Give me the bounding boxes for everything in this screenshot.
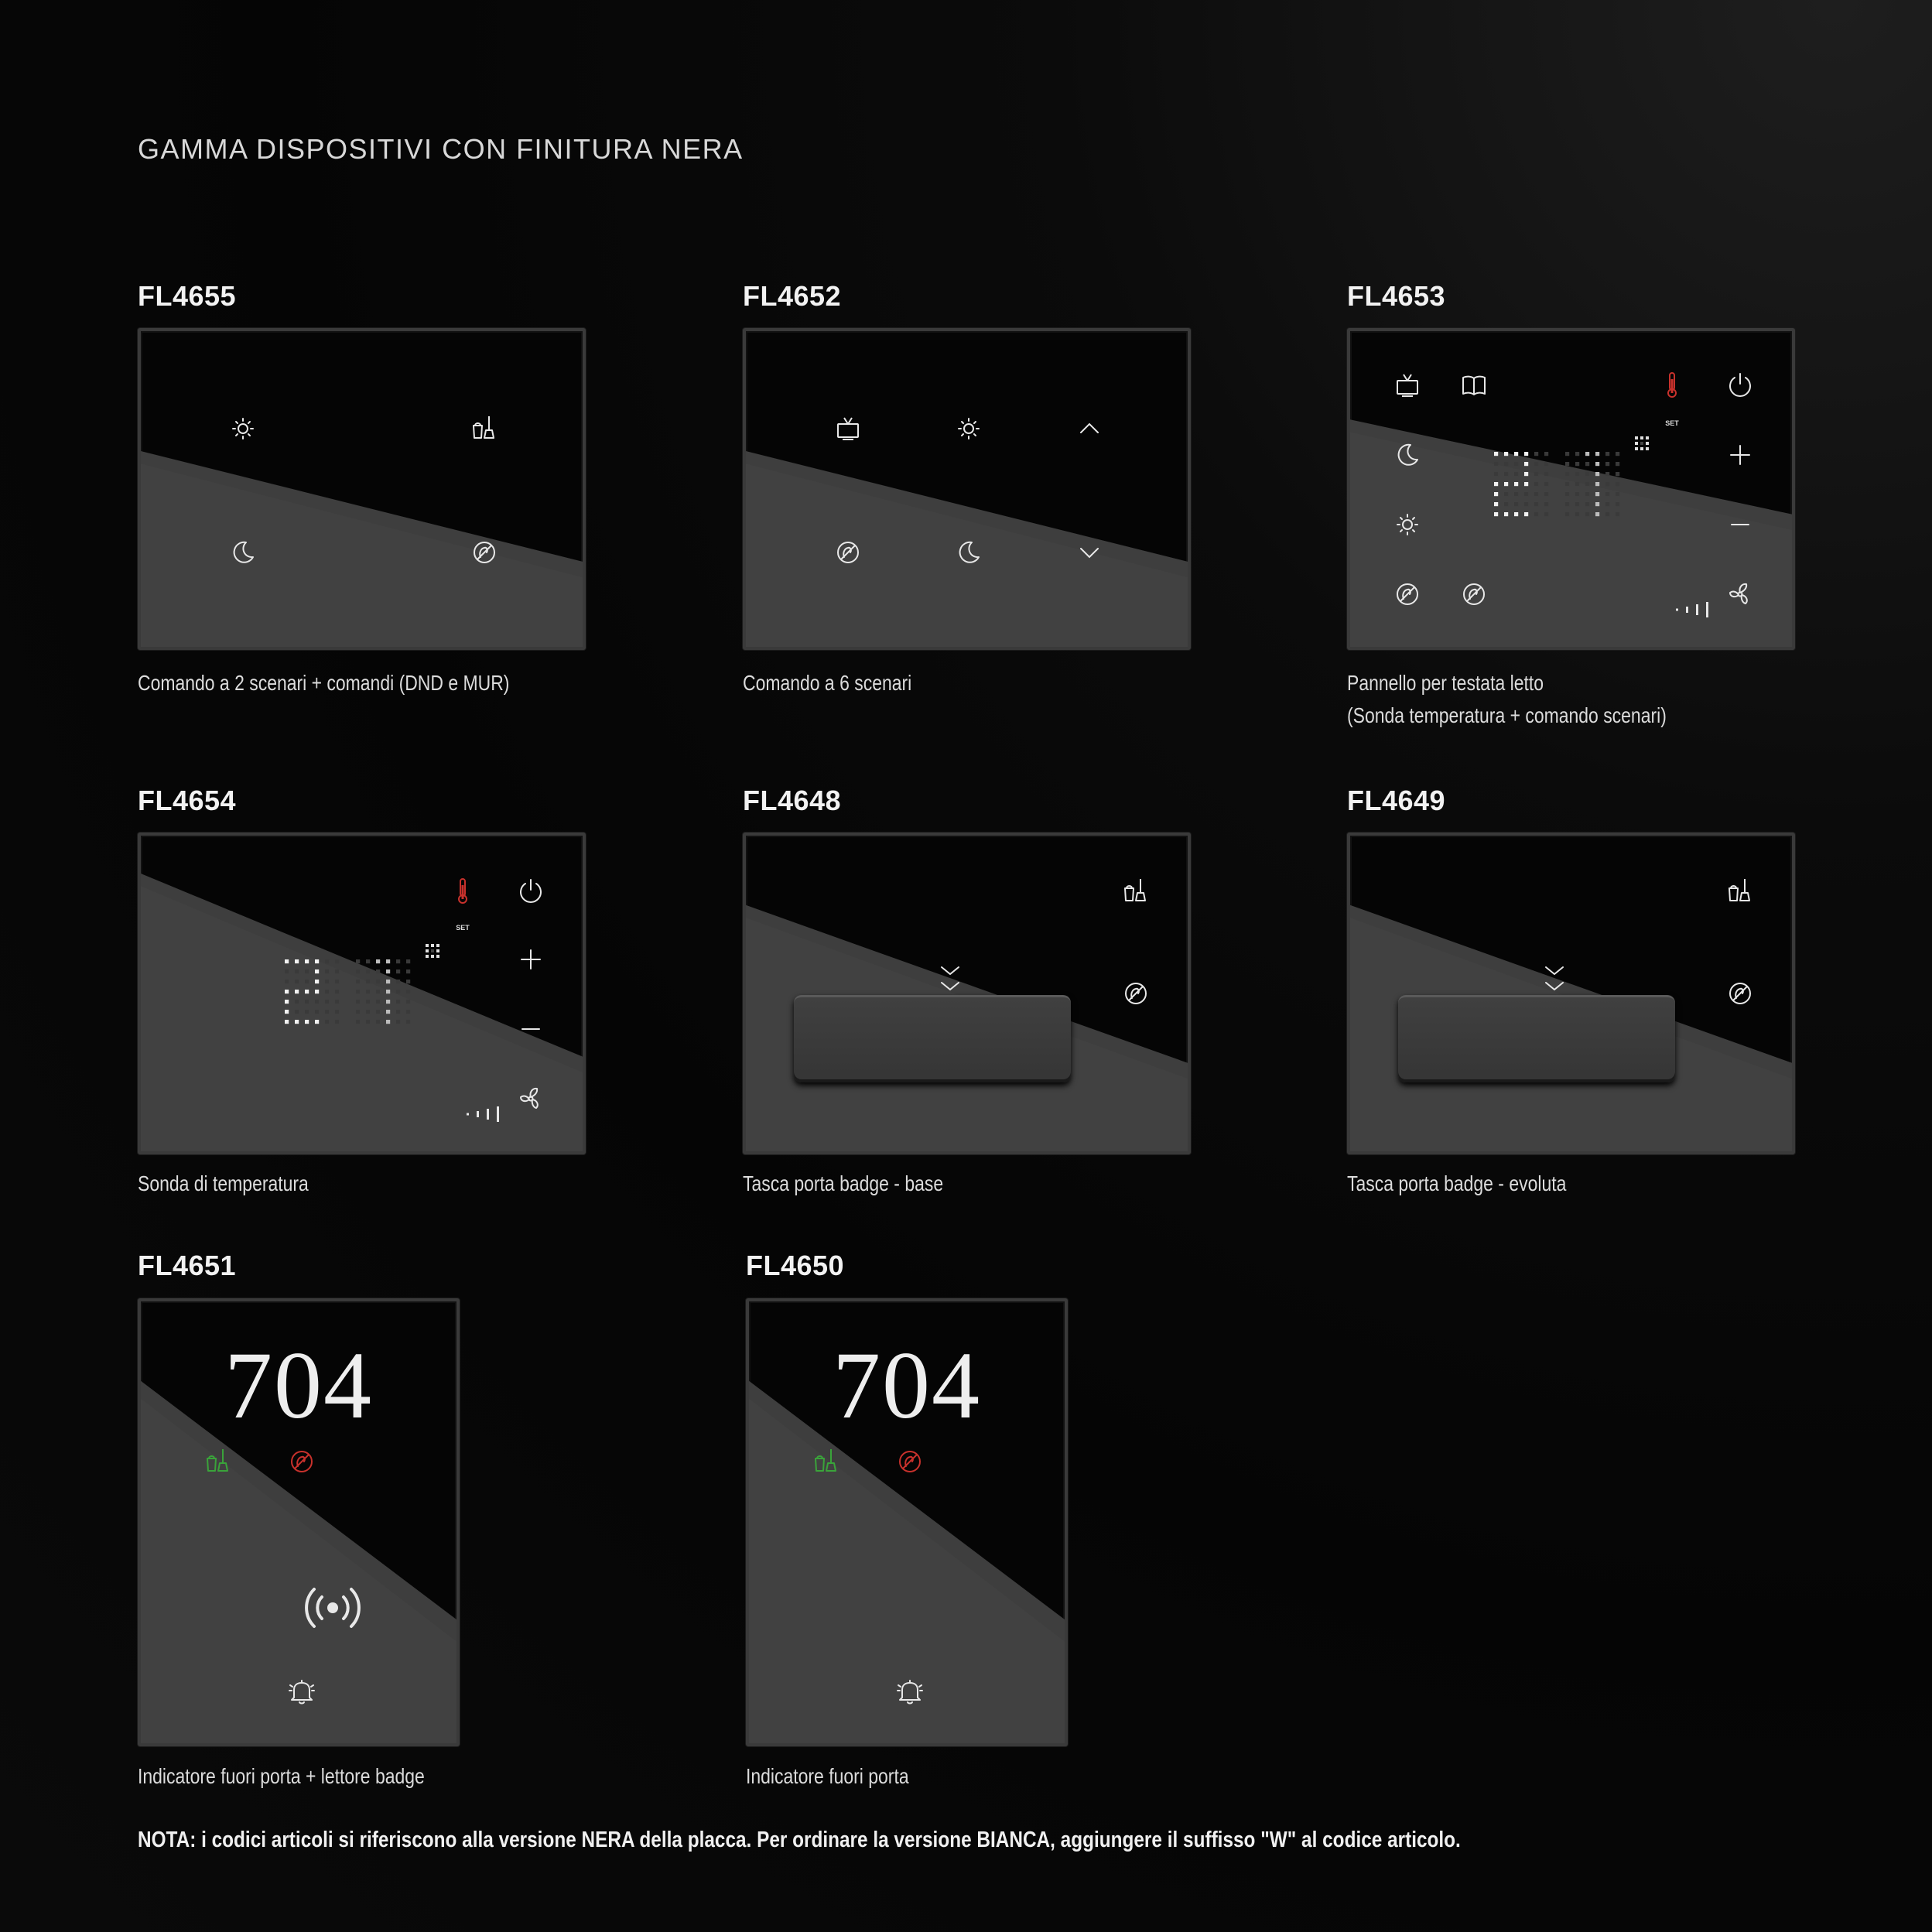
minus-icon[interactable] [515,1014,546,1045]
book-icon[interactable] [1458,370,1489,401]
mur-indicator-icon [203,1446,234,1477]
badge-reader-icon[interactable] [271,1546,333,1608]
dnd-icon[interactable] [833,537,863,568]
product-caption: Sonda di temperatura [138,1171,309,1195]
insert-arrows-icon [1523,938,1554,984]
fan-icon[interactable] [515,1083,546,1114]
product-code: FL4651 [138,1250,237,1281]
dnd-indicator-icon [894,1446,925,1477]
room-number: 704 [833,1332,981,1438]
device-panel-fl4651 [138,1298,460,1746]
badge-slot[interactable] [1398,995,1675,1082]
room-number: 704 [224,1332,373,1438]
product-caption: Indicatore fuori porta [746,1764,909,1788]
fan-speed-bars-icon [1649,579,1695,610]
device-panel-fl4648 [743,833,1191,1154]
bell-icon[interactable] [286,1676,317,1707]
sun-icon[interactable] [227,413,258,444]
tv-icon[interactable] [833,413,863,444]
mur-indicator-icon [811,1446,842,1477]
chevron-down-icon[interactable] [1074,537,1105,568]
moon-icon[interactable] [227,537,258,568]
minus-icon[interactable] [1725,509,1756,540]
thermometer-icon [447,876,478,907]
page-title: GAMMA DISPOSITIVI CON FINITURA NERA [138,133,744,165]
thermometer-icon [1657,370,1688,401]
fan-speed-bars-icon [439,1083,486,1114]
mur-icon[interactable] [1725,876,1756,907]
fan-icon[interactable] [1725,579,1756,610]
plus-icon[interactable] [515,944,546,975]
product-code: FL4652 [743,280,842,312]
dnd-indicator-icon [286,1446,317,1477]
device-panel-fl4654 [138,833,586,1154]
footnote: NOTA: i codici articoli si riferiscono alla versione NERA della placca. Per ordinare la versione BIANCA, aggiungere il suffisso "W" al codice articolo. [138,1828,1461,1852]
device-panel-fl4650 [746,1298,1068,1746]
product-code: FL4653 [1347,280,1446,312]
set-label: SET [1665,419,1679,427]
bell-icon[interactable] [894,1676,925,1707]
mur-icon[interactable] [1120,876,1151,907]
power-icon[interactable] [1725,370,1756,401]
plus-icon[interactable] [1725,439,1756,470]
product-caption: Tasca porta badge - evoluta [1347,1171,1567,1195]
badge-slot[interactable] [794,995,1071,1082]
product-code: FL4648 [743,785,842,816]
power-icon[interactable] [515,876,546,907]
moon-icon[interactable] [953,537,984,568]
sun-icon[interactable] [953,413,984,444]
product-caption: Comando a 6 scenari [743,671,912,695]
device-panel-fl4652 [743,328,1191,650]
temperature-display [1494,436,1657,545]
product-code: FL4655 [138,280,237,312]
product-caption-line2: (Sonda temperatura + comando scenari) [1347,703,1667,727]
product-caption: Indicatore fuori porta + lettore badge [138,1764,425,1788]
dnd-icon[interactable] [1725,978,1756,1009]
insert-arrows-icon [919,938,950,984]
tv-icon[interactable] [1392,370,1423,401]
product-code: FL4654 [138,785,237,816]
dnd-icon[interactable] [469,537,500,568]
dnd-icon[interactable] [1458,579,1489,610]
product-caption-line1: Pannello per testata letto [1347,671,1544,695]
device-panel-fl4655 [138,328,586,650]
mur-icon[interactable] [469,413,500,444]
product-caption: Comando a 2 scenari + comandi (DND e MUR) [138,671,510,695]
temperature-display [285,944,447,1052]
moon-icon[interactable] [1392,439,1423,470]
product-caption: Tasca porta badge - base [743,1171,944,1195]
product-code: FL4649 [1347,785,1446,816]
product-code: FL4650 [746,1250,845,1281]
device-panel-fl4653 [1347,328,1795,650]
sun-icon[interactable] [1392,509,1423,540]
dnd-icon[interactable] [1120,978,1151,1009]
chevron-up-icon[interactable] [1074,413,1105,444]
set-label: SET [456,924,470,932]
device-panel-fl4649 [1347,833,1795,1154]
dnd-icon[interactable] [1392,579,1423,610]
